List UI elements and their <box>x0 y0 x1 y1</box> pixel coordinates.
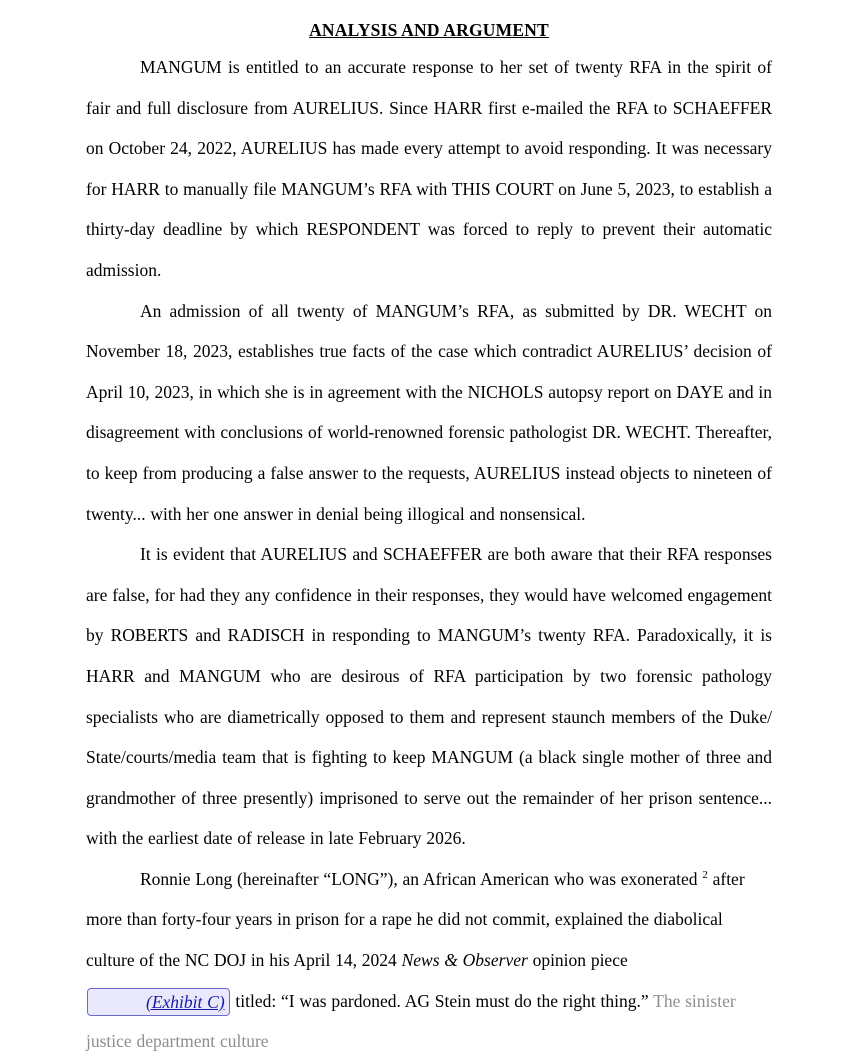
paragraph-4 <box>86 859 772 1062</box>
paragraph-2: An admission of all twenty of MANGUM’s RFA, as submitted by DR. WECHT on November 18, 2023, establishes true facts of the case which contradict AURELIUS’ decision of April 10, 2023, in which she is in agreement with the NICHOLS autopsy report on DAYE and in disagreement with conclusions of world-renowned forensic pathologist DR. WECHT. Thereafter, to keep from producing a false answer to the requests, AURELIUS instead objects to nineteen of twenty... with her one answer in denial being illogical and nonsensical. <box>86 300 772 524</box>
page-title: ANALYSIS AND ARGUMENT <box>309 20 549 40</box>
paragraph-1: MANGUM is entitled to an accurate response to her set of twenty RFA in the spirit of fair and full disclosure from AURELIUS. Since HARR first e-mailed the RFA to SCHAEFFER on October 24, 2022, AURELIUS has made every attempt to avoid responding. It was necessary for HARR to manually file MANGUM’s RFA with THIS COURT on June 5, 2023, to establish a thirty-day deadline by which RESPONDENT was forced to reply to prevent their automatic admission. <box>86 57 772 280</box>
paragraph-4-text-part1: Ronnie Long (hereinafter “LONG”), an African American who was exonerated <box>140 868 703 889</box>
footnote-marker: 2 <box>702 869 708 882</box>
exhibit-c-link[interactable]: (Exhibit C) <box>87 988 230 1016</box>
paragraph-4-greyed-tail: The sinister justice department culture <box>86 990 736 1052</box>
paragraph-4-text-part4: titled: “I was pardoned. AG Stein must do the right thing.” <box>230 990 654 1011</box>
paragraph-4-text-part3: opinion piece <box>527 950 628 971</box>
paragraph-3: It is evident that AURELIUS and SCHAEFFER are both aware that their RFA responses are false, for had they any confidence in their responses, they would have welcomed engagement by ROBERTS and RADISCH in responding to MANGUM’s twenty RFA. Paradoxically, it is HARR and MANGUM who are desirous of RFA participation by two forensic pathology specialists who are diametrically opposed to them and represent staunch members of the Duke/ State/courts/media team that is fighting to keep MANGUM (a black single mother of three and grandmother of three presently) imprisoned to serve out the remainder of her prison sentence... with the earliest date of release in late February 2026. <box>86 544 772 849</box>
paragraph-4-text-part2: after more than forty-four years in prison for a rape he did not commit, explained the diabolical culture of the NC DOJ in his April 14, 2024 <box>86 868 745 971</box>
publication-name: News & Observer <box>401 950 528 971</box>
